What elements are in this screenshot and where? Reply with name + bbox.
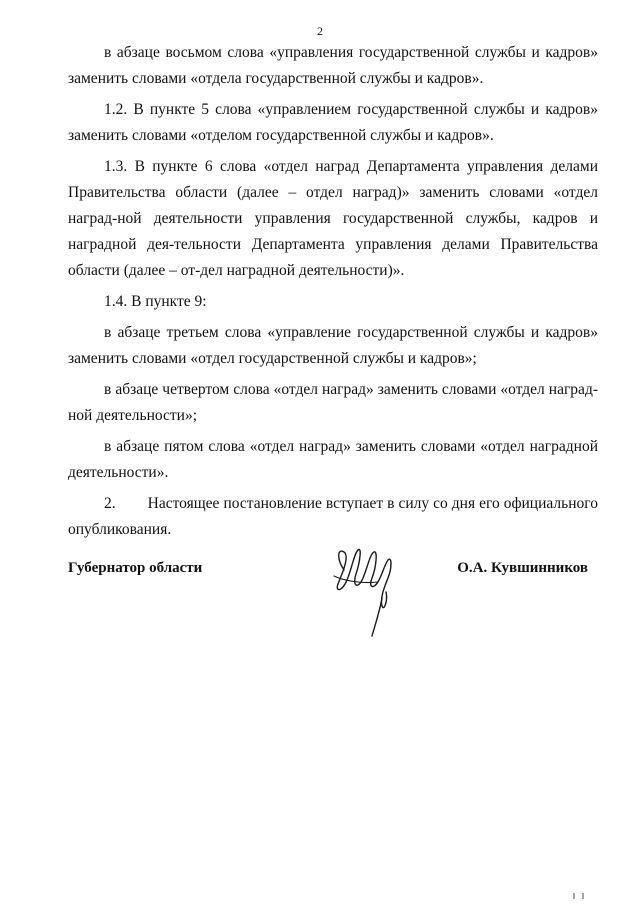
scan-marks-icon <box>572 893 586 899</box>
paragraph-1-2 <box>68 97 598 149</box>
paragraph-line: заменить словами «отдела государственной службы и кадров». <box>68 70 484 87</box>
paragraph-line: заменить словами «отдел государственной службы и кадров»; <box>68 350 477 367</box>
document-body <box>68 40 598 548</box>
paragraph-abzac-3 <box>68 320 598 372</box>
paragraph-line: Правительства области (далее – отдел наград)» заменить словами «отдел наград- <box>68 184 598 227</box>
paragraph-line: ной деятельности управления государственной службы, кадров и наградной дея- <box>68 210 598 253</box>
paragraph-line: 1.4. В пункте 9: <box>104 293 207 310</box>
paragraph-line: заменить словами «отделом государственной службы и кадров». <box>68 127 494 144</box>
page-number: 2 <box>317 24 323 38</box>
paragraph-1-4 <box>68 289 598 315</box>
handwritten-signature-icon <box>330 540 405 645</box>
paragraph-line: в абзаце пятом слова «отдел наград» заменить словами «отдел наградной <box>104 438 598 455</box>
paragraph-line: в абзаце третьем слова «управление государственной службы и кадров» <box>104 324 598 341</box>
paragraph-line: ной деятельности»; <box>68 407 198 424</box>
paragraph-line: дел наградной деятельности)». <box>200 262 405 279</box>
paragraph-line: опубликования. <box>68 521 172 538</box>
signatory-position: Губернатор области <box>68 560 203 576</box>
paragraph-line: Настоящее постановление вступает в силу со дня его официального <box>147 495 598 512</box>
paragraph-line: в абзаце четвертом слова «отдел наград» заменить словами «отдел наград- <box>104 381 598 398</box>
signatory-name: О.А. Кувшинников <box>457 560 588 576</box>
paragraph-abzac-5 <box>68 434 598 486</box>
paragraph-line: деятельности». <box>68 464 169 481</box>
paragraph-line: в абзаце восьмом слова «управления государственной службы и кадров» <box>104 44 598 61</box>
paragraph-line: 1.3. В пункте 6 слова «отдел наград Департамента управления делами <box>104 158 598 175</box>
paragraph-1-3 <box>68 154 598 284</box>
paragraph-abzac-8 <box>68 40 598 92</box>
paragraph-number: 2. <box>104 495 116 512</box>
paragraph-2 <box>68 491 598 543</box>
paragraph-line: 1.2. В пункте 5 слова «управлением государственной службы и кадров» <box>104 101 598 118</box>
paragraph-line: тельности Департамента управления делами Правительства области (далее – от- <box>68 236 598 279</box>
paragraph-abzac-4 <box>68 377 598 429</box>
